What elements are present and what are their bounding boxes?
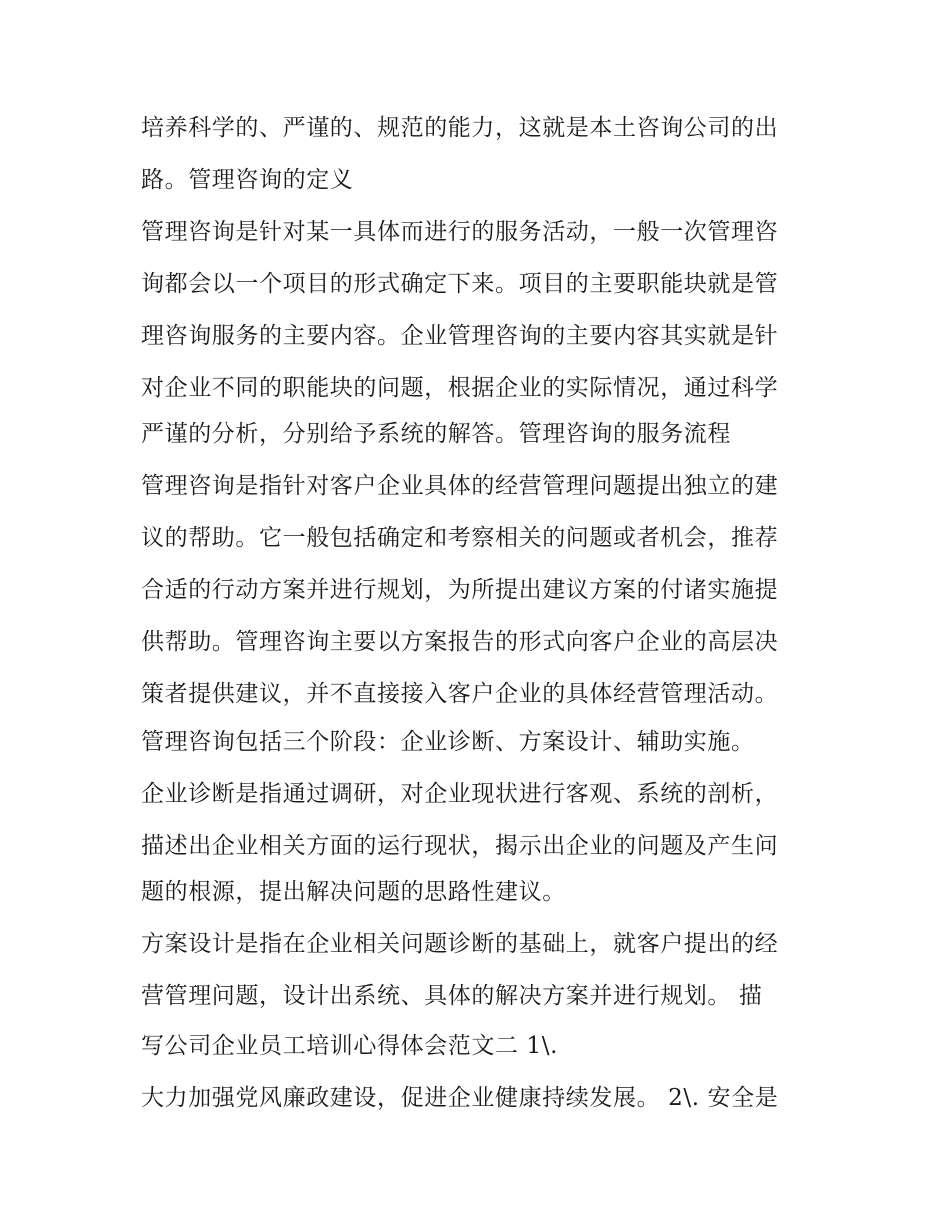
text-line: 路。管理咨询的定义	[141, 167, 354, 193]
text-line: 培养科学的、严谨的、规范的能力，这就是本土咨询公司的出	[141, 115, 779, 141]
text-line: 理咨询服务的主要内容。企业管理咨询的主要内容其实就是针	[141, 323, 779, 349]
text-line: 管理咨询包括三个阶段：企业诊断、方案设计、辅助实施。	[141, 729, 755, 755]
text-line: 写公司企业员工培训心得体会范文二 1\.	[141, 1033, 559, 1059]
text-line: 对企业不同的职能块的问题，根据企业的实际情况，通过科学	[141, 375, 779, 401]
text-line: 严谨的分析，分别给予系统的解答。管理咨询的服务流程	[141, 421, 731, 447]
text-line: 询都会以一个项目的形式确定下来。项目的主要职能块就是管	[141, 271, 779, 297]
text-line: 策者提供建议，并不直接接入客户企业的具体经营管理活动。	[141, 681, 779, 707]
text-line: 描述出企业相关方面的运行现状，揭示出企业的问题及产生问	[141, 833, 779, 859]
text-line: 方案设计是指在企业相关问题诊断的基础上，就客户提出的经	[141, 931, 779, 957]
text-line: 营管理问题，设计出系统、具体的解决方案并进行规划。 描	[141, 983, 763, 1009]
text-line: 合适的行动方案并进行规划，为所提出建议方案的付诸实施提	[141, 577, 779, 603]
text-line: 管理咨询是针对某一具体而进行的服务活动，一般一次管理咨	[141, 219, 779, 245]
text-line: 大力加强党风廉政建设，促进企业健康持续发展。 2\. 安全是	[141, 1085, 779, 1111]
text-line: 企业诊断是指通过调研，对企业现状进行客观、系统的剖析，	[141, 781, 779, 807]
text-line: 题的根源，提出解决问题的思路性建议。	[141, 879, 566, 905]
text-line: 供帮助。管理咨询主要以方案报告的形式向客户企业的高层决	[141, 629, 779, 655]
text-line: 管理咨询是指针对客户企业具体的经营管理问题提出独立的建	[141, 473, 779, 499]
text-line: 议的帮助。它一般包括确定和考察相关的问题或者机会，推荐	[141, 525, 779, 551]
